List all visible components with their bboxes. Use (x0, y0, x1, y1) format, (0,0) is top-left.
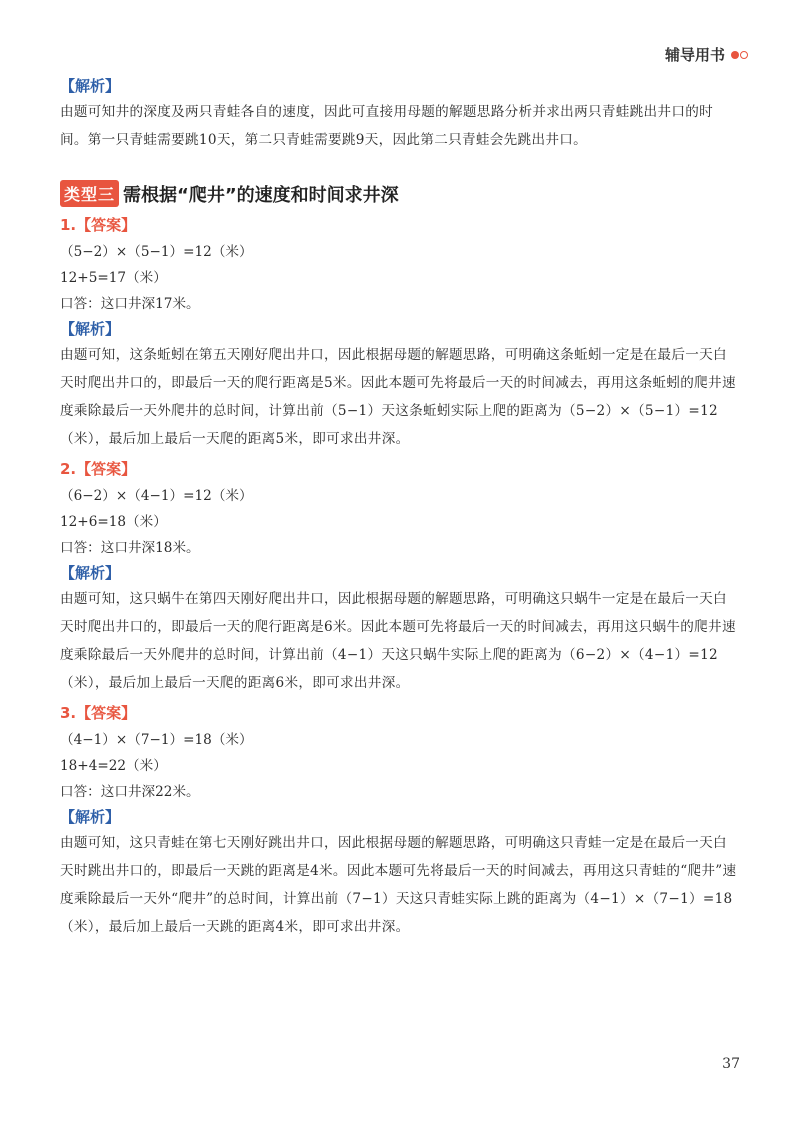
intro-analysis (60, 74, 740, 154)
problem-1 (60, 213, 740, 453)
analysis-text: 由题可知，这只蜗牛在第四天刚好爬出井口，因此根据母题的解题思路，可明确这只蜗牛一定是在最后一天白天时爬出井口的，即最后一天的爬行距离是6米。因此本题可先将最后一天的时间减去，再用这只蜗牛的爬井速度乘除最后一天外爬井的总时间，计算出前（4−1）天这只蜗牛实际上爬的距离为（6−2）×（4−1）=12（米），最后加上最后一天爬的距离6米，即可求出井深。 (60, 591, 736, 691)
header-label (665, 44, 748, 65)
section-title: 需根据“爬井”的速度和时间求井深 (123, 184, 399, 206)
problem-2 (60, 457, 740, 697)
analysis-label: 【解析】 (60, 808, 121, 826)
problem-3 (60, 701, 740, 941)
answer-line: 18+4=22（米） (60, 758, 167, 774)
answer-label: 1.【答案】 (60, 216, 137, 234)
analysis-text: 由题可知井的深度及两只青蛙各自的速度，因此可直接用母题的解题思路分析并求出两只青蛙跳出井口的时间。第一只青蛙需要跳10天，第二只青蛙需要跳9天，因此第二只青蛙会先跳出井口。 (60, 104, 714, 148)
answer-label: 3.【答案】 (60, 704, 137, 722)
answer-line: 12+5=17（米） (60, 270, 167, 286)
answer-line: （4−1）×（7−1）=18（米） (60, 732, 253, 748)
section-badge: 类型三 (60, 180, 119, 207)
analysis-label: 【解析】 (60, 564, 121, 582)
answer-line: （6−2）×（4−1）=12（米） (60, 488, 253, 504)
page-content (60, 74, 740, 943)
analysis-label: 【解析】 (60, 320, 121, 338)
header-text: 辅导用书 (664, 46, 725, 64)
answer-line: 口答：这口井深18米。 (60, 540, 200, 556)
page-number: 37 (722, 1056, 740, 1072)
header-dots-icon (731, 51, 748, 59)
answer-label: 2.【答案】 (60, 460, 137, 478)
analysis-label: 【解析】 (60, 77, 121, 95)
section-heading (60, 180, 740, 207)
answer-line: 口答：这口井深17米。 (60, 296, 200, 312)
analysis-text: 由题可知，这只青蛙在第七天刚好跳出井口，因此根据母题的解题思路，可明确这只青蛙一定是在最后一天白天时跳出井口的，即最后一天跳的距离是4米。因此本题可先将最后一天的时间减去，再用这只青蛙的“爬井”速度乘除最后一天外“爬井”的总时间，计算出前（7−1）天这只青蛙实际上跳的距离为（4−1）×（7−1）=18（米），最后加上最后一天跳的距离4米，即可求出井深。 (60, 835, 737, 935)
analysis-text: 由题可知，这条蚯蚓在第五天刚好爬出井口，因此根据母题的解题思路，可明确这条蚯蚓一定是在最后一天白天时爬出井口的，即最后一天的爬行距离是5米。因此本题可先将最后一天的时间减去，再用这条蚯蚓的爬井速度乘除最后一天外爬井的总时间，计算出前（5−1）天这条蚯蚓实际上爬的距离为（5−2）×（5−1）=12（米），最后加上最后一天爬的距离5米，即可求出井深。 (60, 347, 736, 447)
answer-line: 12+6=18（米） (60, 514, 167, 530)
answer-line: 口答：这口井深22米。 (60, 784, 200, 800)
answer-line: （5−2）×（5−1）=12（米） (60, 244, 253, 260)
